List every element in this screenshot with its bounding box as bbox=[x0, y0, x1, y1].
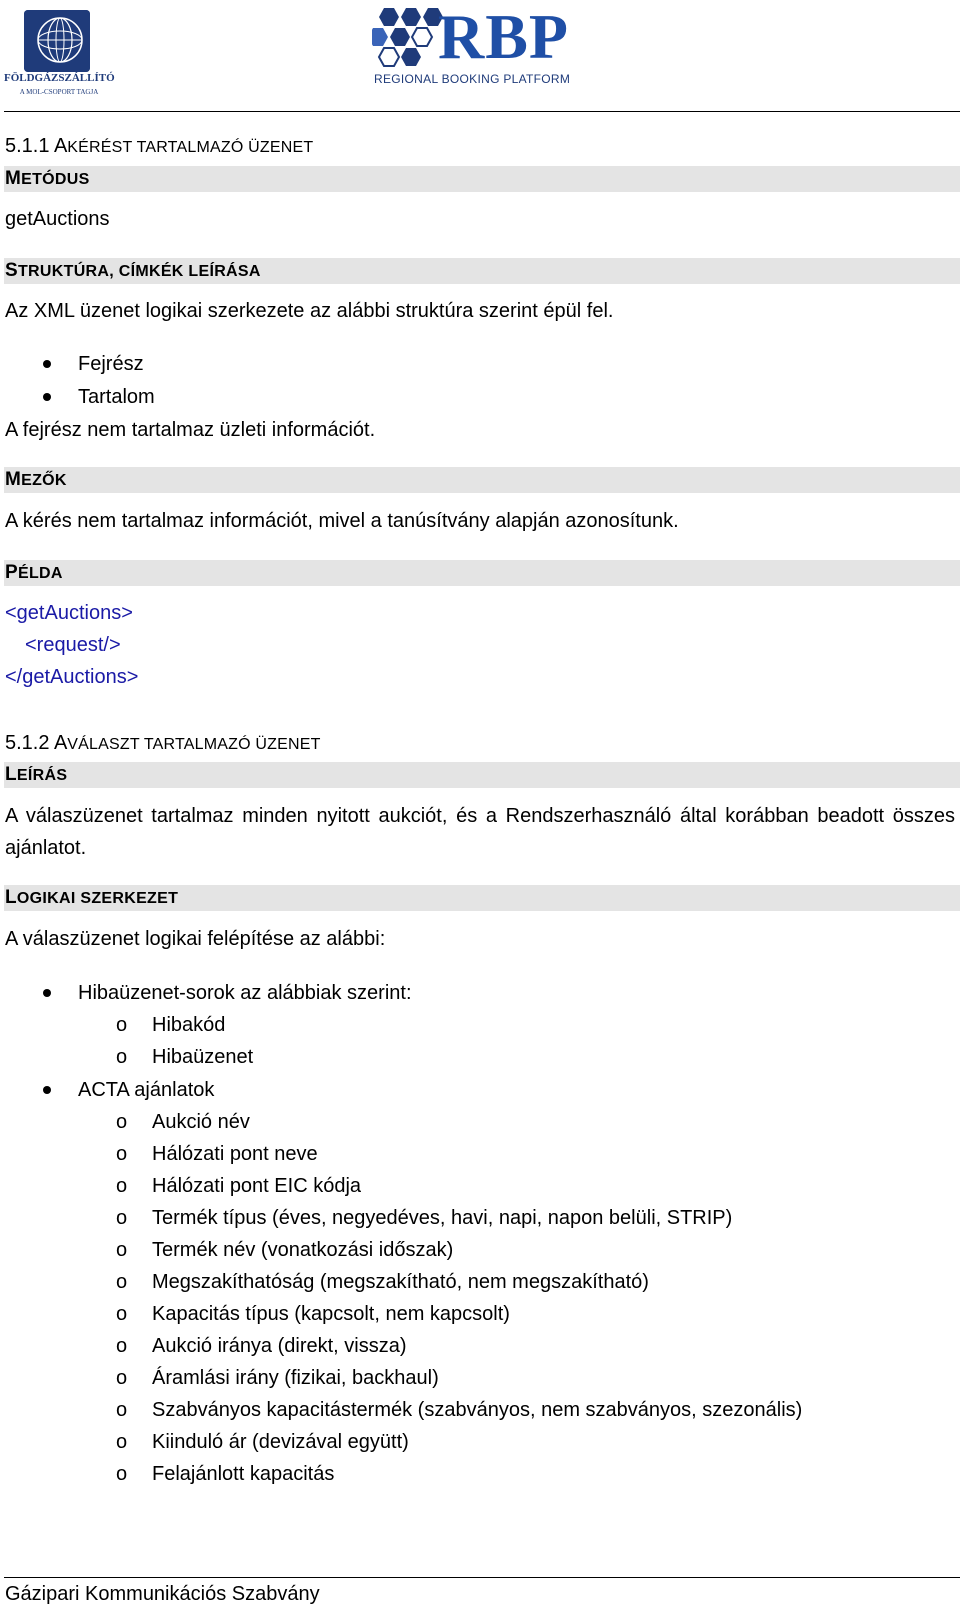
fields-heading-bar bbox=[4, 467, 960, 493]
section-number: 5.1.1 bbox=[5, 135, 50, 157]
foldgazszallito-logo bbox=[4, 6, 114, 98]
circle-bullet-icon: o bbox=[116, 1399, 128, 1421]
example-code-line: </getAuctions> bbox=[5, 666, 139, 688]
circle-bullet-icon: o bbox=[116, 1207, 128, 1229]
section-title-rest: KÉRÉST TARTALMAZÓ ÜZENET bbox=[67, 139, 314, 156]
description-text: A válaszüzenet tartalmaz minden nyitott aukciót, és a Rendszerhasználó által korábban beadott összes ajánlatot. bbox=[5, 805, 955, 859]
bullet-icon bbox=[43, 1086, 51, 1094]
list-item: Hibaüzenet-sorok az alábbiak szerint: bbox=[78, 982, 412, 1004]
circle-bullet-icon: o bbox=[116, 1111, 128, 1133]
hexagon-cluster-icon bbox=[372, 6, 444, 76]
method-value: getAuctions bbox=[5, 208, 110, 230]
example-code-line: <getAuctions> bbox=[5, 602, 133, 624]
section-title-initial: A bbox=[53, 732, 68, 754]
page-footer: Gázipari Kommunikációs Szabvány bbox=[5, 1583, 320, 1605]
logic-heading-bar bbox=[4, 885, 960, 911]
sub-list-item: Hibakód bbox=[152, 1014, 226, 1036]
circle-bullet-icon: o bbox=[116, 1335, 128, 1357]
sub-list-item: Aukció iránya (direkt, vissza) bbox=[152, 1335, 407, 1357]
logic-heading: LOGIKAI SZERKEZET bbox=[5, 887, 179, 908]
sub-list-item: Felajánlott kapacitás bbox=[152, 1463, 335, 1485]
structure-heading-bar bbox=[4, 258, 960, 284]
section-heading-5-1-1 bbox=[5, 134, 313, 160]
page-header bbox=[0, 0, 960, 112]
footer-divider bbox=[4, 1577, 960, 1578]
sub-list-item: Hibaüzenet bbox=[152, 1046, 254, 1068]
structure-heading: STRUKTÚRA, CÍMKÉK LEÍRÁSA bbox=[5, 260, 261, 281]
left-logo-name: FÖLDGÁZSZÁLLÍTÓ bbox=[4, 72, 115, 84]
circle-bullet-icon: o bbox=[116, 1143, 128, 1165]
rbp-wordmark: RBP bbox=[438, 1, 569, 72]
list-item: ACTA ajánlatok bbox=[78, 1079, 215, 1101]
structure-text: Az XML üzenet logikai szerkezete az alábbi struktúra szerint épül fel. bbox=[5, 300, 614, 322]
section-title-rest: VÁLASZT TARTALMAZÓ ÜZENET bbox=[67, 736, 321, 753]
section-heading-5-1-2 bbox=[5, 731, 321, 757]
globe-emblem-icon bbox=[24, 10, 90, 72]
sub-list-item: Megszakíthatóság (megszakítható, nem megszakítható) bbox=[152, 1271, 649, 1293]
circle-bullet-icon: o bbox=[116, 1046, 128, 1068]
sub-list-item: Hálózati pont neve bbox=[152, 1143, 318, 1165]
bullet-icon bbox=[43, 360, 51, 368]
header-note: A fejrész nem tartalmaz üzleti információt. bbox=[5, 419, 376, 441]
sub-list-item: Termék típus (éves, negyedéves, havi, napi, napon belüli, STRIP) bbox=[152, 1207, 733, 1229]
list-item: Tartalom bbox=[78, 386, 155, 408]
sub-list-item: Kiinduló ár (devizával együtt) bbox=[152, 1431, 409, 1453]
sub-list-item: Hálózati pont EIC kódja bbox=[152, 1175, 362, 1197]
circle-bullet-icon: o bbox=[116, 1431, 128, 1453]
example-heading: PÉLDA bbox=[5, 562, 63, 583]
left-logo-subtitle: A MOL-CSOPORT TAGJA bbox=[19, 88, 99, 96]
rbp-subtitle: REGIONAL BOOKING PLATFORM bbox=[374, 72, 571, 86]
circle-bullet-icon: o bbox=[116, 1175, 128, 1197]
method-heading: METÓDUS bbox=[5, 168, 90, 189]
circle-bullet-icon: o bbox=[116, 1303, 128, 1325]
description-heading-bar bbox=[4, 762, 960, 788]
fields-heading: MEZŐK bbox=[5, 469, 67, 490]
rbp-logo bbox=[372, 1, 592, 90]
circle-bullet-icon: o bbox=[116, 1239, 128, 1261]
header-divider bbox=[4, 111, 960, 112]
fields-text: A kérés nem tartalmaz információt, mivel a tanúsítvány alapján azonosítunk. bbox=[5, 510, 679, 532]
circle-bullet-icon: o bbox=[116, 1463, 128, 1485]
sub-list-item: Aukció név bbox=[152, 1111, 250, 1133]
method-heading-bar bbox=[4, 166, 960, 192]
section-number: 5.1.2 bbox=[5, 732, 50, 754]
bullet-icon bbox=[43, 393, 51, 401]
section-title-initial: A bbox=[53, 135, 68, 157]
sub-list-item: Kapacitás típus (kapcsolt, nem kapcsolt) bbox=[152, 1303, 510, 1325]
list-item: Fejrész bbox=[78, 353, 144, 375]
example-code-line: <request/> bbox=[25, 634, 121, 656]
sub-list-item: Áramlási irány (fizikai, backhaul) bbox=[152, 1367, 439, 1389]
circle-bullet-icon: o bbox=[116, 1367, 128, 1389]
sub-list-item: Szabványos kapacitástermék (szabványos, nem szabványos, szezonális) bbox=[152, 1399, 803, 1421]
example-heading-bar bbox=[4, 560, 960, 586]
sub-list-item: Termék név (vonatkozási időszak) bbox=[152, 1239, 454, 1261]
logic-text: A válaszüzenet logikai felépítése az alábbi: bbox=[5, 928, 386, 950]
circle-bullet-icon: o bbox=[116, 1271, 128, 1293]
bullet-icon bbox=[43, 989, 51, 997]
description-heading: LEÍRÁS bbox=[5, 764, 68, 785]
circle-bullet-icon: o bbox=[116, 1014, 128, 1036]
